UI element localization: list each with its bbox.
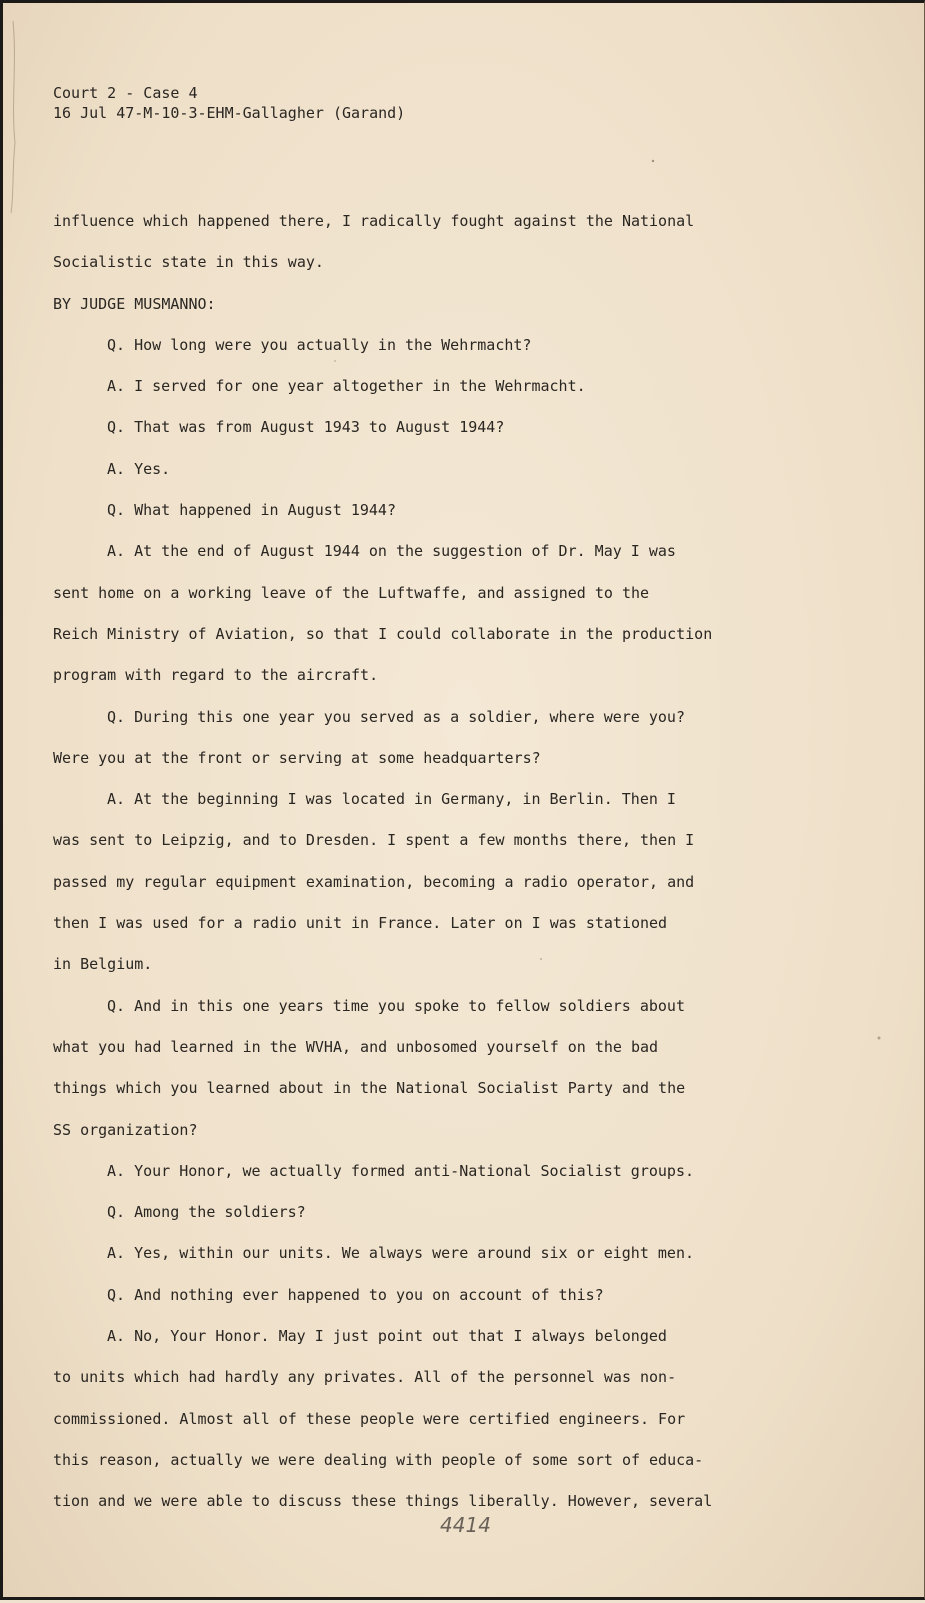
answer-line: A. No, Your Honor. May I just point out that I always belonged	[107, 1327, 667, 1346]
question-line: Q. During this one year you served as a soldier, where were you?	[107, 707, 685, 726]
paper-speck	[652, 160, 654, 162]
date-reference-line: 16 Jul 47-M-10-3-EHM-Gallagher (Garand)	[53, 104, 406, 122]
paper-speck	[878, 1037, 881, 1040]
text-line: to units which had hardly any privates. All of the personnel was non-	[53, 1368, 677, 1387]
text-line: tion and we were able to discuss these things liberally. However, several	[53, 1492, 713, 1511]
text-line: in Belgium.	[53, 955, 153, 974]
case-header	[53, 83, 405, 123]
answer-line: A. Yes, within our units. We always were around six or eight men.	[107, 1244, 694, 1263]
question-line: Q. What happened in August 1944?	[107, 501, 396, 520]
text-line: SS organization?	[53, 1120, 198, 1139]
text-line: commissioned. Almost all of these people were certified engineers. For	[53, 1409, 686, 1428]
question-line: Q. And nothing ever happened to you on account of this?	[107, 1285, 604, 1304]
text-line: Reich Ministry of Aviation, so that I could collaborate in the production	[53, 624, 713, 643]
question-line: Q. That was from August 1943 to August 1944?	[107, 418, 505, 437]
answer-line: A. I served for one year altogether in the Wehrmacht.	[107, 377, 586, 396]
answer-line: A. At the end of August 1944 on the suggestion of Dr. May I was	[107, 542, 676, 561]
page-number: 4414	[440, 1513, 491, 1537]
margin-scratch	[11, 21, 15, 213]
text-line: Were you at the front or serving at some headquarters?	[53, 748, 541, 767]
text-line: program with regard to the aircraft.	[53, 666, 379, 685]
answer-line: A. Your Honor, we actually formed anti-National Socialist groups.	[107, 1161, 694, 1180]
text-line-2: Socialistic state in this way.	[53, 253, 324, 272]
court-case-line: Court 2 - Case 4	[53, 84, 198, 102]
question-line: Q. Among the soldiers?	[107, 1203, 306, 1222]
text-line: was sent to Leipzig, and to Dresden. I spent a few months there, then I	[53, 831, 695, 850]
answer-line: A. At the beginning I was located in Germany, in Berlin. Then I	[107, 790, 676, 809]
testimony-body	[53, 201, 853, 1523]
text-line-1: influence which happened there, I radically fought against the National	[53, 212, 695, 230]
text-line: passed my regular equipment examination, becoming a radio operator, and	[53, 872, 695, 891]
text-line: what you had learned in the WVHA, and unbosomed yourself on the bad	[53, 1037, 659, 1056]
question-line: Q. And in this one years time you spoke to fellow soldiers about	[107, 996, 685, 1015]
text-line: things which you learned about in the National Socialist Party and the	[53, 1079, 686, 1098]
text-line: sent home on a working leave of the Luftwaffe, and assigned to the	[53, 583, 650, 602]
text-line: this reason, actually we were dealing with people of some sort of educa-	[53, 1450, 704, 1469]
text-line: then I was used for a radio unit in France. Later on I was stationed	[53, 914, 668, 933]
question-line: Q. How long were you actually in the Wehrmacht?	[107, 335, 532, 354]
speaker-heading: BY JUDGE MUSMANNO:	[53, 294, 216, 313]
answer-line: A. Yes.	[107, 459, 171, 478]
